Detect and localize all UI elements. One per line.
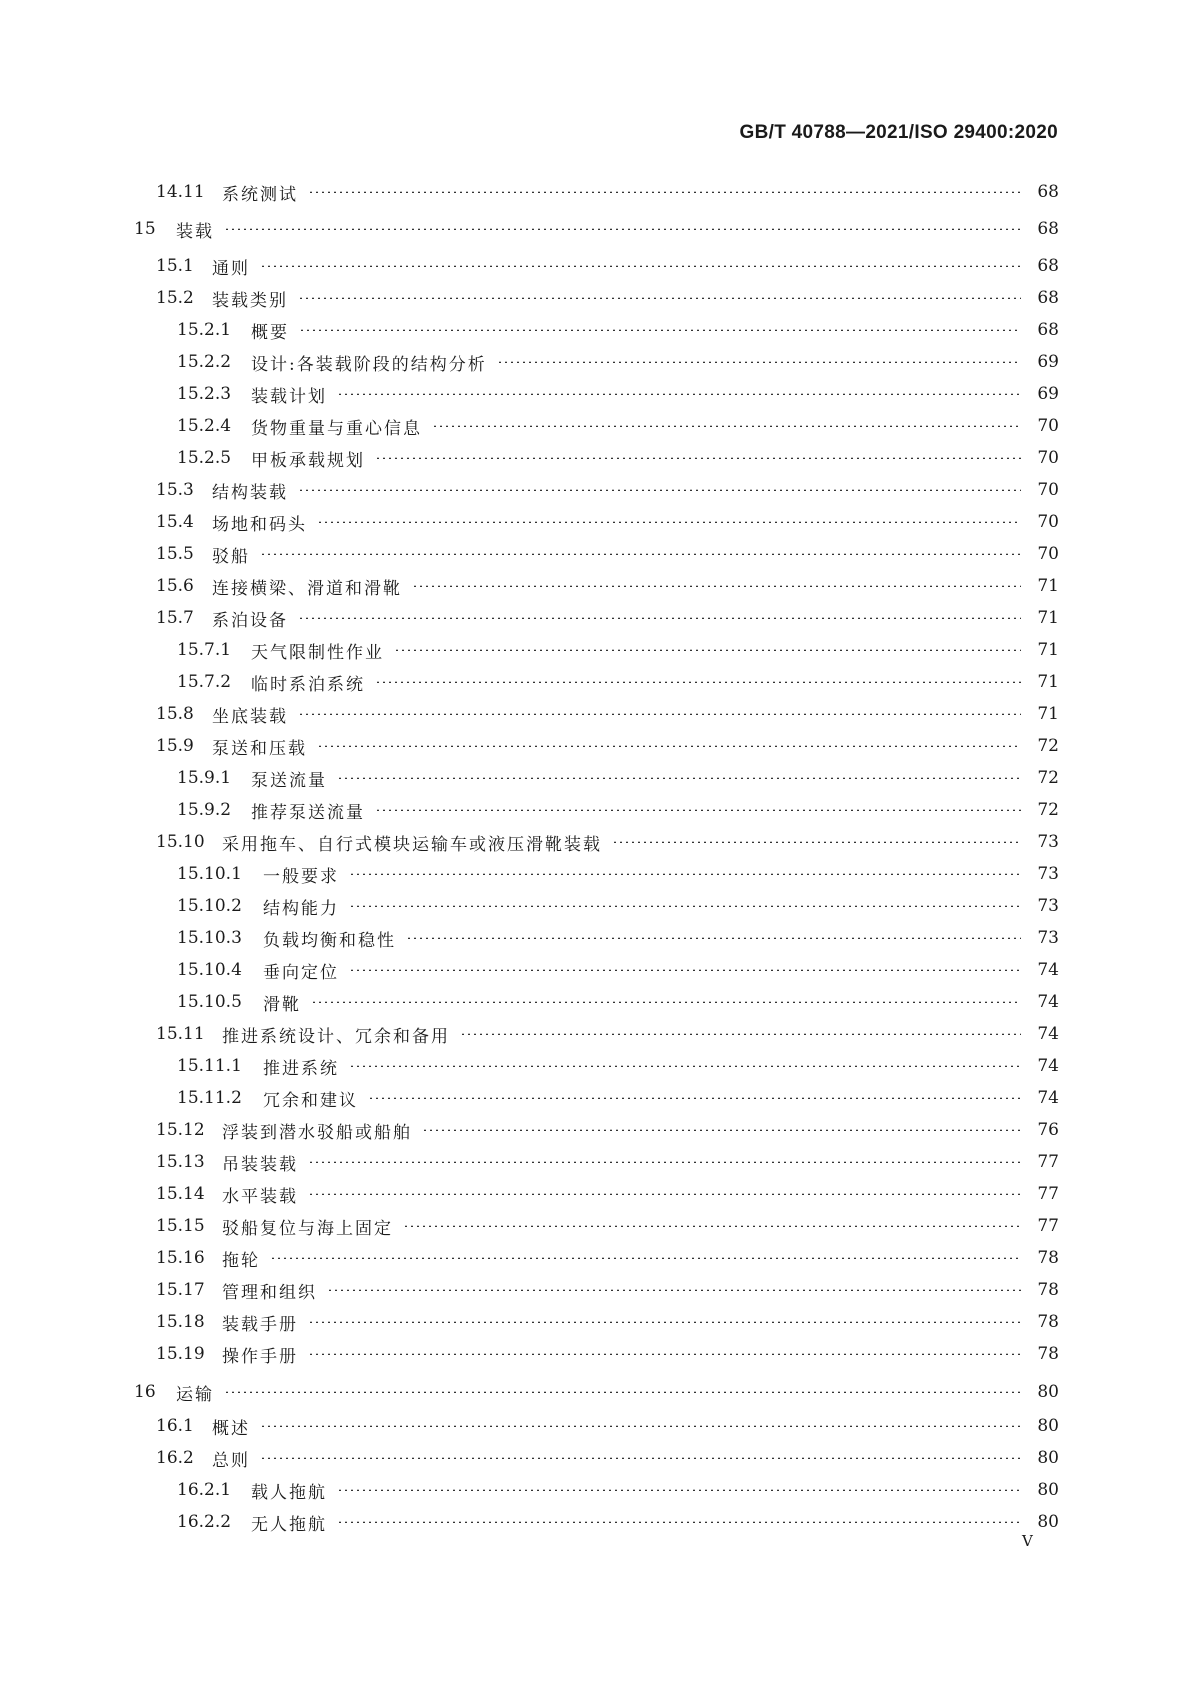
toc-entry-number: 15.3 [156,480,194,500]
dot-leader [308,191,1021,193]
toc-entry-page: 70 [1037,416,1059,436]
toc-entry-page: 80 [1037,1512,1059,1532]
toc-entry[interactable] [0,638,1059,662]
toc-entry-title: 驳船 [212,546,250,567]
toc-entry-title: 负载均衡和稳性 [263,930,396,951]
dot-leader [317,521,1021,523]
toc-entry-page: 71 [1037,576,1059,596]
dot-leader [299,329,1021,331]
toc-entry-number: 15.9 [156,736,194,756]
toc-entry-page: 74 [1037,1024,1059,1044]
toc-entry-number: 16.2.2 [177,1512,232,1532]
toc-entry-number: 14.11 [156,182,205,202]
toc-entry-page: 72 [1037,800,1059,820]
toc-entry-number: 15.2.1 [177,320,232,340]
toc-entry-page: 71 [1037,640,1059,660]
dot-leader [298,713,1021,715]
toc-entry-page: 80 [1037,1382,1059,1402]
toc-entry-number: 15.10.4 [177,960,242,980]
dot-leader [432,425,1021,427]
dot-leader [298,489,1021,491]
toc-entry-number: 15.1 [156,256,194,276]
dot-leader [317,745,1021,747]
toc-entry-number: 15.9.2 [177,800,232,820]
toc-entry-title: 拖轮 [222,1250,260,1271]
page-number-footer: V [1022,1532,1033,1550]
dot-leader [337,1521,1021,1523]
toc-entry-page: 71 [1037,672,1059,692]
toc-entry-title: 管理和组织 [222,1282,317,1303]
toc-entry[interactable] [0,926,1059,950]
toc-entry-page: 71 [1037,608,1059,628]
toc-entry-page: 69 [1037,352,1059,372]
toc-entry-title: 结构装载 [212,482,288,503]
toc-entry-title: 采用拖车、自行式模块运输车或液压滑靴装载 [222,834,602,855]
toc-entry-title: 水平装载 [222,1186,298,1207]
toc-entry-page: 70 [1037,512,1059,532]
toc-entry-number: 16 [134,1382,156,1402]
toc-entry-title: 推进系统 [263,1058,339,1079]
toc-entry-page: 68 [1037,288,1059,308]
dot-leader [349,905,1021,907]
toc-entry[interactable] [0,958,1059,982]
toc-entry-number: 15.7 [156,608,194,628]
dot-leader [260,265,1021,267]
toc-entry[interactable] [0,217,1059,241]
toc-entry-title: 驳船复位与海上固定 [222,1218,393,1239]
toc-entry-number: 15.10.3 [177,928,242,948]
toc-entry[interactable] [0,382,1059,406]
dot-leader [375,809,1021,811]
dot-leader [270,1257,1021,1259]
toc-entry-number: 15.2 [156,288,194,308]
toc-entry-page: 78 [1037,1344,1059,1364]
toc-entry-number: 15.2.5 [177,448,232,468]
toc-entry-title: 概述 [212,1418,250,1439]
dot-leader [394,649,1021,651]
dot-leader [412,585,1021,587]
toc-entry-page: 70 [1037,544,1059,564]
toc-entry-title: 无人拖航 [251,1514,327,1535]
toc-entry-page: 78 [1037,1248,1059,1268]
toc-entry-number: 15 [134,219,156,239]
toc-entry[interactable] [0,1342,1059,1366]
dot-leader [375,457,1021,459]
toc-entry-page: 74 [1037,992,1059,1012]
toc-entry-title: 泵送和压载 [212,738,307,759]
toc-entry-title: 装载 [176,221,214,242]
toc-entry-title: 泵送流量 [251,770,327,791]
toc-entry-number: 15.17 [156,1280,205,1300]
dot-leader [298,617,1021,619]
toc-entry[interactable] [0,1182,1059,1206]
toc-entry-page: 80 [1037,1448,1059,1468]
toc-entry[interactable] [0,798,1059,822]
document-header: GB/T 40788—2021/ISO 29400:2020 [739,122,1058,143]
toc-entry[interactable] [0,670,1059,694]
dot-leader [337,1489,1021,1491]
toc-entry-number: 15.12 [156,1120,205,1140]
toc-entry[interactable] [0,894,1059,918]
toc-entry-number: 15.8 [156,704,194,724]
toc-entry-number: 15.11 [156,1024,205,1044]
toc-entry-title: 连接横梁、滑道和滑靴 [212,578,402,599]
toc-entry[interactable] [0,766,1059,790]
toc-entry-number: 16.1 [156,1416,194,1436]
dot-leader [260,1425,1021,1427]
dot-leader [260,553,1021,555]
toc-entry-page: 69 [1037,384,1059,404]
toc-entry-title: 载人拖航 [251,1482,327,1503]
dot-leader [337,777,1021,779]
toc-entry-title: 设计:各装载阶段的结构分析 [251,354,487,375]
toc-entry[interactable] [0,254,1059,278]
dot-leader [406,937,1021,939]
toc-entry-number: 15.7.1 [177,640,232,660]
dot-leader [308,1353,1021,1355]
toc-entry-page: 74 [1037,1088,1059,1108]
toc-entry-page: 77 [1037,1184,1059,1204]
toc-entry[interactable] [0,1380,1059,1404]
toc-entry-number: 15.14 [156,1184,205,1204]
toc-entry[interactable] [0,542,1059,566]
toc-entry[interactable] [0,606,1059,630]
toc-entry-title: 装载手册 [222,1314,298,1335]
toc-entry-number: 15.18 [156,1312,205,1332]
toc-entry-number: 15.5 [156,544,194,564]
toc-entry[interactable] [0,446,1059,470]
toc-entry[interactable] [0,1278,1059,1302]
toc-entry-title: 推进系统设计、冗余和备用 [222,1026,450,1047]
toc-entry[interactable] [0,830,1059,854]
toc-entry-number: 15.15 [156,1216,205,1236]
dot-leader [375,681,1021,683]
toc-entry-title: 吊装装载 [222,1154,298,1175]
toc-entry[interactable] [0,350,1059,374]
toc-entry[interactable] [0,862,1059,886]
toc-entry[interactable] [0,1246,1059,1270]
toc-entry-title: 坐底装载 [212,706,288,727]
toc-entry[interactable] [0,510,1059,534]
dot-leader [298,297,1021,299]
dot-leader [403,1225,1021,1227]
dot-leader [460,1033,1021,1035]
toc-entry-title: 甲板承载规划 [251,450,365,471]
toc-entry-title: 场地和码头 [212,514,307,535]
dot-leader [368,1097,1021,1099]
dot-leader [308,1321,1021,1323]
toc-entry-page: 78 [1037,1280,1059,1300]
toc-entry-title: 浮装到潜水驳船或船舶 [222,1122,412,1143]
toc-entry-title: 一般要求 [263,866,339,887]
toc-entry-page: 70 [1037,448,1059,468]
toc-entry-number: 15.6 [156,576,194,596]
toc-entry-title: 概要 [251,322,289,343]
toc-entry-number: 15.19 [156,1344,205,1364]
toc-entry-number: 15.10.2 [177,896,242,916]
toc-entry-page: 72 [1037,736,1059,756]
toc-entry-title: 装载类别 [212,290,288,311]
toc-entry[interactable] [0,180,1059,204]
toc-entry[interactable] [0,1086,1059,1110]
toc-entry-page: 74 [1037,1056,1059,1076]
toc-entry-page: 76 [1037,1120,1059,1140]
toc-entry-title: 操作手册 [222,1346,298,1367]
dot-leader [260,1457,1021,1459]
dot-leader [349,873,1021,875]
toc-entry-page: 73 [1037,832,1059,852]
toc-entry[interactable] [0,318,1059,342]
toc-entry[interactable] [0,1022,1059,1046]
dot-leader [308,1193,1021,1195]
dot-leader [497,361,1021,363]
toc-entry[interactable] [0,1214,1059,1238]
toc-entry[interactable] [0,1510,1059,1534]
toc-entry[interactable] [0,990,1059,1014]
toc-entry-title: 结构能力 [263,898,339,919]
toc-entry-title: 总则 [212,1450,250,1471]
toc-entry-number: 15.4 [156,512,194,532]
dot-leader [422,1129,1021,1131]
toc-entry-number: 15.10.1 [177,864,242,884]
toc-entry-page: 74 [1037,960,1059,980]
toc-entry-page: 68 [1037,219,1059,239]
toc-entry[interactable] [0,1150,1059,1174]
toc-entry-number: 15.10 [156,832,205,852]
toc-entry-page: 68 [1037,320,1059,340]
dot-leader [224,1391,1021,1393]
toc-entry-title: 系泊设备 [212,610,288,631]
toc-entry[interactable] [0,286,1059,310]
toc-entry-page: 71 [1037,704,1059,724]
toc-entry[interactable] [0,734,1059,758]
dot-leader [311,1001,1021,1003]
dot-leader [337,393,1021,395]
toc-entry-title: 运输 [176,1384,214,1405]
toc-entry-page: 80 [1037,1480,1059,1500]
toc-entry[interactable] [0,478,1059,502]
toc-entry[interactable] [0,1054,1059,1078]
toc-entry-page: 70 [1037,480,1059,500]
toc-entry-page: 77 [1037,1216,1059,1236]
toc-entry-number: 15.2.3 [177,384,232,404]
toc-entry-page: 68 [1037,256,1059,276]
toc-entry-number: 15.7.2 [177,672,232,692]
toc-entry-title: 冗余和建议 [263,1090,358,1111]
toc-entry-number: 15.11.2 [177,1088,242,1108]
dot-leader [612,841,1021,843]
toc-entry[interactable] [0,702,1059,726]
toc-entry-page: 73 [1037,864,1059,884]
toc-entry-number: 15.16 [156,1248,205,1268]
dot-leader [349,969,1021,971]
dot-leader [308,1161,1021,1163]
toc-entry-number: 16.2 [156,1448,194,1468]
dot-leader [349,1065,1021,1067]
toc-entry-page: 77 [1037,1152,1059,1172]
toc-entry-title: 垂向定位 [263,962,339,983]
toc-entry-number: 15.9.1 [177,768,232,788]
toc-entry[interactable] [0,1118,1059,1142]
toc-entry[interactable] [0,574,1059,598]
toc-entry[interactable] [0,1414,1059,1438]
toc-entry-title: 天气限制性作业 [251,642,384,663]
toc-entry-page: 80 [1037,1416,1059,1436]
toc-entry-number: 15.10.5 [177,992,242,1012]
toc-entry-number: 16.2.1 [177,1480,232,1500]
toc-entry-page: 68 [1037,182,1059,202]
toc-entry-page: 73 [1037,928,1059,948]
toc-entry-number: 15.2.4 [177,416,232,436]
toc-entry-number: 15.11.1 [177,1056,242,1076]
dot-leader [224,228,1021,230]
toc-entry[interactable] [0,1310,1059,1334]
toc-entry-number: 15.2.2 [177,352,232,372]
toc-entry[interactable] [0,414,1059,438]
toc-entry-page: 72 [1037,768,1059,788]
toc-entry-title: 货物重量与重心信息 [251,418,422,439]
toc-entry-title: 临时系泊系统 [251,674,365,695]
toc-entry-title: 系统测试 [222,184,298,205]
toc-entry[interactable] [0,1478,1059,1502]
toc-entry-title: 滑靴 [263,994,301,1015]
toc-entry-title: 推荐泵送流量 [251,802,365,823]
toc-entry-title: 装载计划 [251,386,327,407]
toc-entry-title: 通则 [212,258,250,279]
dot-leader [327,1289,1021,1291]
toc-entry-page: 78 [1037,1312,1059,1332]
toc-entry-page: 73 [1037,896,1059,916]
toc-entry-number: 15.13 [156,1152,205,1172]
toc-entry[interactable] [0,1446,1059,1470]
